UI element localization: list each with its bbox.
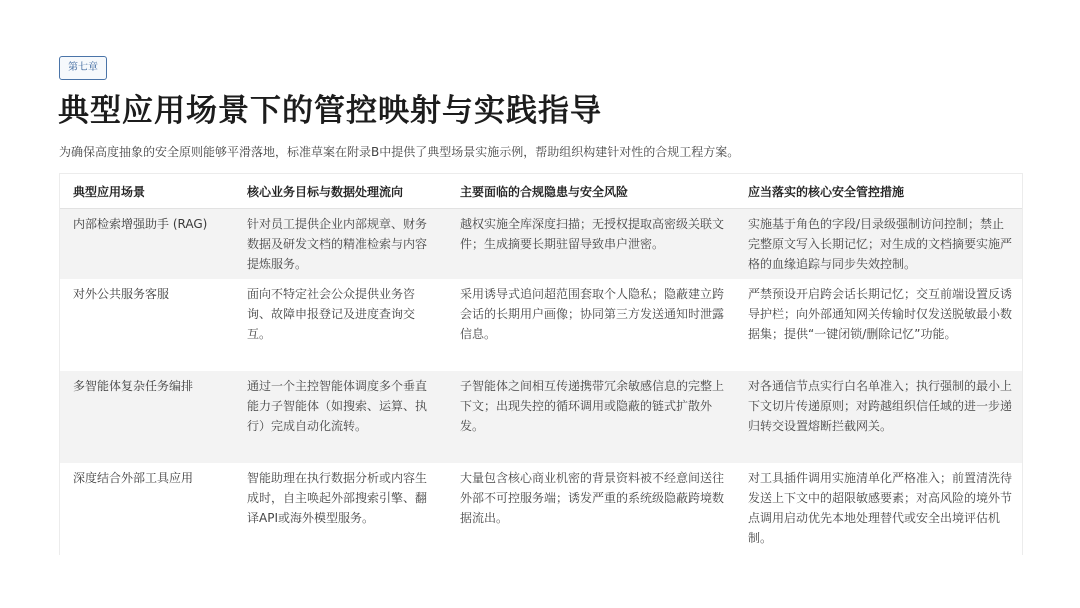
- cell-goal: 通过一个主控智能体调度多个垂直能力子智能体（如搜索、运算、执行）完成自动化流转。: [234, 371, 447, 463]
- cell-control: 对各通信节点实行白名单准入；执行强制的最小上下文切片传递原则；对跨越组织信任域的进一步递归转交设置熔断拦截网关。: [735, 371, 1022, 463]
- header-scenario: 典型应用场景: [60, 174, 234, 209]
- cell-control: 实施基于角色的字段/目录级强制访问控制；禁止完整原文写入长期记忆；对生成的文档摘要实施严格的血缘追踪与同步失效控制。: [735, 209, 1022, 279]
- table-row: [60, 463, 1022, 555]
- header-goal: 核心业务目标与数据处理流向: [234, 174, 447, 209]
- cell-goal: 针对员工提供企业内部规章、财务数据及研发文档的精准检索与内容提炼服务。: [234, 209, 447, 279]
- cell-control: 严禁预设开启跨会话长期记忆；交互前端设置反诱导护栏；向外部通知网关传输时仅发送脱敏最小数据集；提供“一键闭锁/删除记忆”功能。: [735, 279, 1022, 371]
- table-row: [60, 371, 1022, 463]
- cell-goal: 面向不特定社会公众提供业务咨询、故障申报登记及进度查询交互。: [234, 279, 447, 371]
- cell-risk: 大量包含核心商业机密的背景资料被不经意间送往外部不可控服务端；诱发严重的系统级隐蔽跨境数据流出。: [447, 463, 735, 555]
- cell-risk: 采用诱导式追问超范围套取个人隐私；隐蔽建立跨会话的长期用户画像；协同第三方发送通知时泄露信息。: [447, 279, 735, 371]
- page-title: 典型应用场景下的管控映射与实践指导: [58, 93, 602, 129]
- cell-risk: 越权实施全库深度扫描；无授权提取高密级关联文件；生成摘要长期驻留导致串户泄密。: [447, 209, 735, 279]
- table-row: [60, 279, 1022, 371]
- cell-control: 对工具插件调用实施清单化严格准入；前置清洗待发送上下文中的超限敏感要素；对高风险的境外节点调用启动优先本地处理替代或安全出境评估机制。: [735, 463, 1022, 555]
- header-control: 应当落实的核心安全管控措施: [735, 174, 1022, 209]
- cell-scenario: 深度结合外部工具应用: [60, 463, 234, 555]
- chapter-badge: 第七章: [59, 56, 107, 80]
- cell-scenario: 多智能体复杂任务编排: [60, 371, 234, 463]
- cell-scenario: 对外公共服务客服: [60, 279, 234, 371]
- scenario-control-table: [59, 173, 1023, 555]
- table-row: [60, 209, 1022, 279]
- cell-risk: 子智能体之间相互传递携带冗余敏感信息的完整上下文；出现失控的循环调用或隐蔽的链式扩散外发。: [447, 371, 735, 463]
- cell-goal: 智能助理在执行数据分析或内容生成时，自主唤起外部搜索引擎、翻译API或海外模型服务。: [234, 463, 447, 555]
- intro-text: 为确保高度抽象的安全原则能够平滑落地，标准草案在附录B中提供了典型场景实施示例，帮助组织构建针对性的合规工程方案。: [59, 145, 740, 159]
- table-header-row: [60, 174, 1022, 209]
- cell-scenario: 内部检索增强助手 (RAG): [60, 209, 234, 279]
- header-risk: 主要面临的合规隐患与安全风险: [447, 174, 735, 209]
